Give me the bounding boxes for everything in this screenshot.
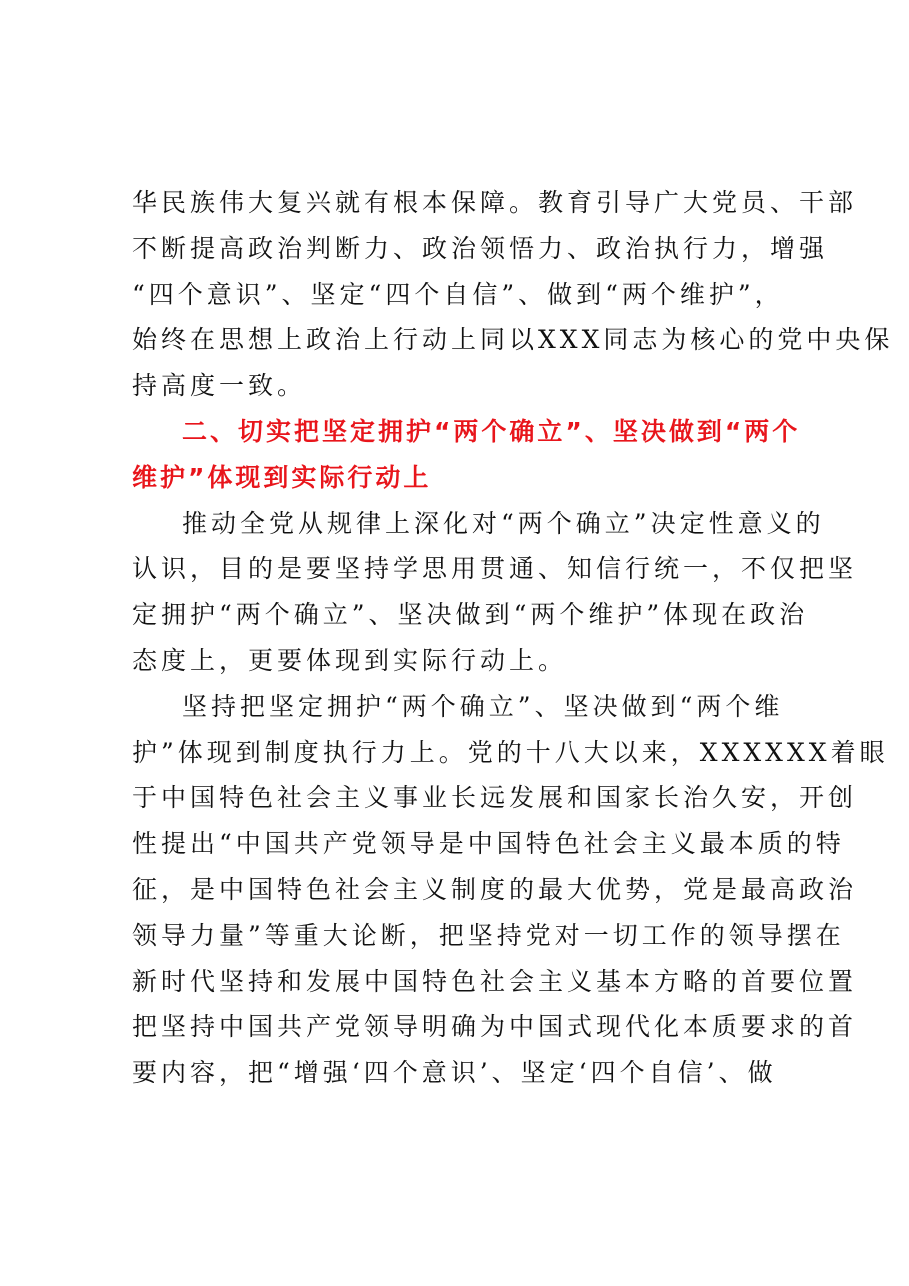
text-line: 始终在思想上政治上行动上同以XXX同志为核心的党中央保	[132, 325, 894, 355]
text-line: 不断提高政治判断力、政治领悟力、政治执行力，增强	[132, 233, 829, 263]
text-line: 推动全党从规律上深化对“两个确立”决定性意义的	[182, 508, 825, 538]
text-line: 华民族伟大复兴就有根本保障。教育引导广大党员、干部	[132, 188, 858, 217]
text-line: 定拥护“两个确立”、坚决做到“两个维护”体现在政治	[132, 600, 809, 630]
paragraph-continuation	[132, 180, 894, 409]
text-line: 领导力量”等重大论断，把坚持党对一切工作的领导摆在	[132, 920, 845, 950]
text-line: 于中国特色社会主义事业长远发展和国家长治久安，开创	[132, 783, 858, 813]
text-line: 性提出“中国共产党领导是中国特色社会主义最本质的特	[132, 829, 845, 859]
section-heading	[132, 409, 812, 501]
paragraph	[132, 501, 858, 684]
text-line: 新时代坚持和发展中国特色社会主义基本方略的首要位置	[132, 966, 858, 996]
text-line: 认识，目的是要坚持学思用贯通、知信行统一，不仅把坚	[132, 554, 858, 584]
text-line: “四个意识”、坚定“四个自信”、做到“两个维护”，	[132, 279, 784, 309]
text-line: 把坚持中国共产党领导明确为中国式现代化本质要求的首	[132, 1012, 858, 1042]
heading-line: 二、切实把坚定拥护“两个确立”、坚决做到“两个	[182, 416, 801, 446]
heading-line: 维护”体现到实际行动上	[132, 462, 432, 492]
text-line: 要内容，把“增强‘四个意识’、坚定‘四个自信’、做	[132, 1058, 777, 1088]
text-line: 坚持把坚定拥护“两个确立”、坚决做到“两个维	[182, 691, 784, 721]
document-body	[132, 180, 894, 1096]
text-line: 态度上，更要体现到实际行动上。	[132, 645, 568, 675]
paragraph	[132, 684, 889, 1096]
text-line: 护”体现到制度执行力上。党的十八大以来，XXXXXX着眼	[132, 737, 889, 767]
text-line: 征，是中国特色社会主义制度的最大优势，党是最高政治	[132, 874, 858, 904]
text-line: 持高度一致。	[132, 371, 307, 401]
